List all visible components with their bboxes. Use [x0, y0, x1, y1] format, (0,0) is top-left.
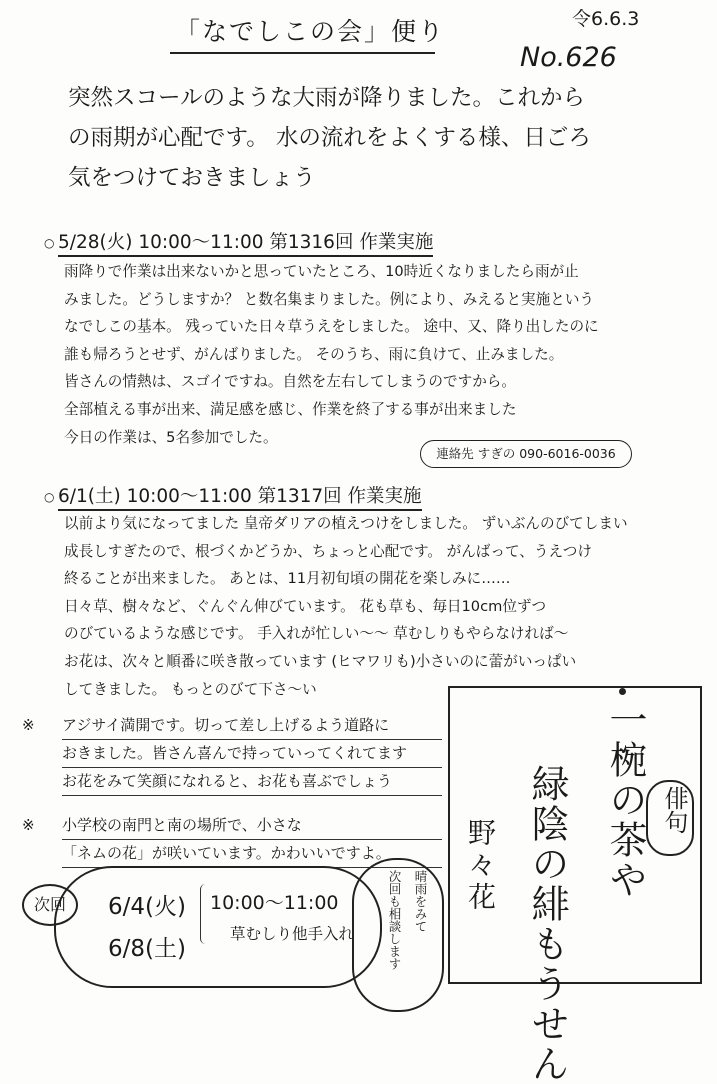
note-line: 「ネムの花」が咲いています。かわいいですよ。: [62, 840, 442, 868]
issue-date: 令6.6.3: [572, 8, 640, 30]
note-mark: ※: [22, 816, 35, 834]
schedule-time: 10:00〜11:00: [210, 892, 339, 914]
schedule-date: 6/8(土): [108, 936, 186, 962]
section-body-2: [64, 510, 704, 703]
note-line: お花をみて笑顔になれると、お花も喜ぶでしょう: [62, 768, 442, 796]
haiku-author: 野々花: [464, 818, 497, 914]
body-line: 終ることが出来ました。 あとは、11月初旬頃の開花を楽しみに……: [64, 570, 511, 588]
issue-number: No.626: [520, 42, 617, 73]
body-line: 誰も帰ろうとせず、がんばりました。 そのうち、雨に負けて、止みました。: [64, 345, 564, 363]
section-heading-text: 5/28(火) 10:00〜11:00 第1316回 作業実施: [58, 232, 433, 257]
body-line: なでしこの基本。 残っていた日々草うえをしました。 途中、又、降り出したのに: [64, 318, 599, 336]
body-line: のびているような感じです。 手入れが忙しい〜〜 草むしりもやらなければ〜: [64, 625, 569, 643]
intro-line: 突然スコールのような大雨が降りました。これから: [68, 85, 586, 111]
rain-note-line: 晴雨をみて: [413, 870, 428, 933]
note-silk-tree: [22, 812, 442, 868]
bullet-icon: ○: [44, 236, 55, 250]
haiku-line-2: 緑陰の緋もうせん: [525, 764, 569, 1084]
schedule-task: 草むしり他手入れ: [230, 925, 355, 943]
note-line: アジサイ満開です。切って差し上げるよう道路に: [62, 712, 442, 740]
body-line: 今日の作業は、5名参加でした。: [64, 428, 278, 446]
note-mark: ※: [22, 716, 35, 734]
body-line: 成長しすぎたので、根づくかどうか、ちょっと心配です。 がんばって、うえつけ: [64, 542, 592, 560]
intro-paragraph: [68, 78, 708, 198]
section-heading-2: [44, 482, 422, 508]
body-line: 皆さんの情熱は、スゴイですね。自然を左右してしまうのですから。: [64, 373, 516, 391]
intro-line: の雨期が心配です。 水の流れをよくする様、日ごろ: [68, 125, 591, 151]
dot-icon: [619, 688, 626, 695]
body-line: 日々草、樹々など、ぐんぐん伸びています。 花も草も、毎日10cm位ずつ: [64, 597, 547, 615]
haiku-badge-label: 俳句: [660, 786, 688, 834]
bullet-icon: ○: [44, 490, 55, 504]
section-heading-1: [44, 228, 433, 254]
newsletter-title: 「なでしこの会」便り: [175, 17, 446, 46]
body-line: 雨降りで作業は出来ないかと思っていたところ、10時近くなりましたら雨が止: [64, 263, 579, 280]
section-heading-text: 6/1(土) 10:00〜11:00 第1317回 作業実施: [58, 486, 422, 511]
next-session-badge: 次回: [22, 884, 78, 926]
title-underline: [170, 52, 435, 54]
schedule-date: 6/4(火): [108, 894, 186, 920]
body-line: 全部植える事が出来、満足感を感じ、作業を終了する事が出来ました: [64, 400, 517, 418]
body-line: 以前より気になってました 皇帝ダリアの植えつけをしました。 ずいぶんのびてしまい: [64, 515, 628, 532]
rain-note-line: 次回も相談します: [387, 870, 402, 970]
contact-info: 連絡先 すぎの 090-6016-0036: [420, 440, 632, 468]
note-line: おきました。皆さん喜んで持っていってくれてます: [62, 740, 442, 768]
section-body-1: [64, 258, 704, 451]
body-line: お花は、次々と順番に咲き散っています (ヒマワリも)小さいのに蕾がいっぱい: [64, 652, 577, 670]
haiku-badge: [646, 780, 694, 856]
note-hydrangea: [22, 712, 442, 796]
body-line: みました。どうしますか？ と数名集まりました。例により、みえると実施という: [64, 290, 595, 308]
body-line: してきました。 もっとのびて下さ〜い: [64, 680, 317, 698]
intro-line: 気をつけておきましょう: [68, 165, 316, 191]
note-line: 小学校の南門と南の場所で、小さな: [62, 812, 442, 840]
haiku-line-1: 一椀の茶や: [603, 700, 647, 900]
